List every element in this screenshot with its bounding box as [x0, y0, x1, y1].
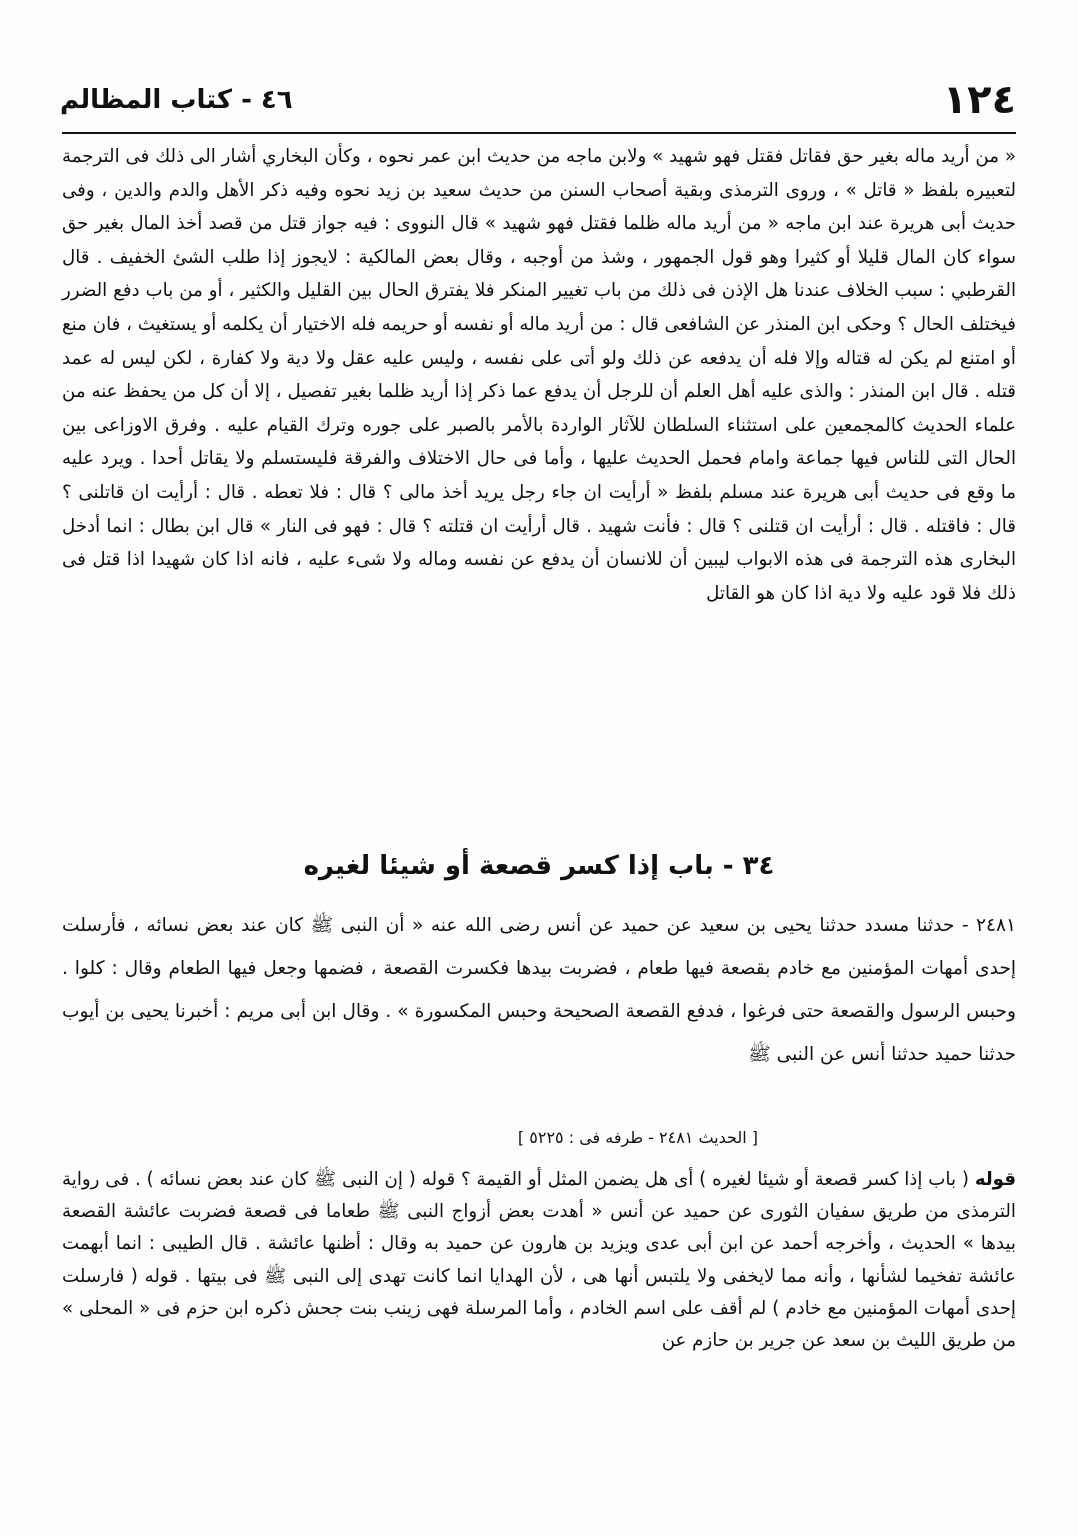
- commentary-paragraph-2: [62, 1164, 1016, 1357]
- hadith-block: [62, 904, 1016, 1076]
- hadith-text: ٢٤٨١ - حدثنا مسدد حدثنا يحيى بن سعيد عن حميد عن أنس رضى الله عنه « أن النبى ﷺ كان عند بعض نسائه ، فأرسلت إحدى أمهات المؤمنين مع خادم بقصعة فيها طعام ، فضربت بيدها فكسرت القصعة ، فضمها وجعل فيها الطعام وقال : كلوا . وحبس الرسول والقصعة حتى فرغوا ، فدفع القصعة الصحيحة وحبس المكسورة » . وقال ابن أبى مريم : أخبرنا يحيى بن أيوب حدثنا حميد حدثنا أنس عن النبى ﷺ: [62, 915, 1016, 1065]
- commentary-block: [62, 140, 1016, 610]
- chapter-heading: ٣٤ - باب إذا كسر قصعة أو شيئا لغيره: [303, 851, 775, 881]
- commentary-lead-word: قوله: [974, 1169, 1016, 1190]
- commentary-paragraph: « من أريد ماله بغير حق فقاتل فقتل فهو شهيد » ولابن ماجه من حديث ابن عمر نحوه ، وكأن البخاري أشار الى ذلك فى الترجمة لتعبيره بلفظ « قاتل » ، وروى الترمذى وبقية أصحاب السنن من حديث سعيد بن زيد نحوه وفيه ذكر الأهل والدم والدين ، وفى حديث أبى هريرة عند ابن ماجه « من أريد ماله ظلما فقتل فهو شهيد » قال النووى : فيه جواز قتل من قصد أخذ المال بغير حق سواء كان المال قليلا أو كثيرا وهو قول الجمهور ، وشذ من أوجبه ، وقال بعض المالكية : لايجوز إذا طلب الشئ الخفيف . قال القرطبي : سبب الخلاف عندنا هل الإذن فى ذلك من باب تغيير المنكر فلا يفترق الحال بين القليل والكثير ، أو من باب دفع الضرر فيختلف الحال ؟ وحكى ابن المنذر عن الشافعى قال : من أريد ماله أو نفسه أو حريمه فله الاختيار أن يكلمه أو يستغيث ، فان منع أو امتنع لم يكن له قتاله وإلا فله أن يدفعه عن ذلك ولو أتى على نفسه ، وليس عليه عقل ولا دية ولا كفارة ، لكن ليس له عمد قتله . قال ابن المنذر : والذى عليه أهل العلم أن للرجل أن يدفع عما ذكر إذا أريد ظلما بغير تفصيل ، إلا أن كل من يحفظ عنه من علماء الحديث كالمجمعين على استثناء السلطان للآثار الواردة بالأمر بالصبر على جوره وترك القيام عليه . وفرق الاوزاعى بين الحال التى للناس فيها جماعة وامام فحمل الحديث عليها ، وأما فى حال الاختلاف والفرقة فليستسلم ولا يقاتل أحدا . ويرد عليه ما وقع فى حديث أبى هريرة عند مسلم بلفظ « أرأيت ان جاء رجل يريد أخذ مالى ؟ قال : فلا تعطه . قال : أرأيت ان قاتلنى ؟ قال : فاقتله . قال : أرأيت ان قتلنى ؟ قال : فأنت شهيد . قال أرأيت ان قتلته ؟ قال : فهو فى النار » قال ابن بطال : انما أدخل البخارى هذه الترجمة فى هذه الابواب ليبين أن للانسان أن يدفع عن نفسه وماله ولا شىء عليه ، فانه اذا كان شهيدا اذا قتل فى ذلك فلا قود عليه ولا دية اذا كان هو القاتل: [62, 146, 1016, 604]
- hadith-reference: [ الحديث ٢٤٨١ - طرفه فى : ٥٢٢٥ ]: [517, 1128, 758, 1147]
- commentary-text-2: ( باب إذا كسر قصعة أو شيئا لغيره ) أى هل يضمن المثل أو القيمة ؟ قوله ( إن النبى ﷺ كان عند بعض نسائه ) . فى رواية الترمذى من طريق سفيان الثورى عن حميد عن أنس « أهدت بعض أزواج النبى ﷺ طعاما فى قصعة فضربت عائشة القصعة بيدها » الحديث ، وأخرجه أحمد عن ابن أبى عدى ويزيد بن هارون عن حميد به وقال : أظنها عائشة . قال الطيبى : انما أبهمت عائشة تفخيما لشأنها ، وأنه مما لايخفى ولا يلتبس أنها هى ، لأن الهدايا انما كانت تهدى إلى النبى ﷺ فى بيتها . قوله ( فارسلت إحدى أمهات المؤمنين مع خادم ) لم أقف على اسم الخادم ، وأما المرسلة فهى زينب بنت جحش ذكره ابن حزم فى « المحلى » من طريق الليث بن سعد عن جرير بن حازم عن: [62, 1169, 1016, 1352]
- page-header: [60, 74, 1016, 130]
- page-number: ١٢٤: [942, 77, 1016, 123]
- running-title: ٤٦ - كتاب المظالم: [60, 85, 293, 115]
- commentary-block-2: [62, 1164, 1016, 1357]
- header-rule: [62, 132, 1016, 134]
